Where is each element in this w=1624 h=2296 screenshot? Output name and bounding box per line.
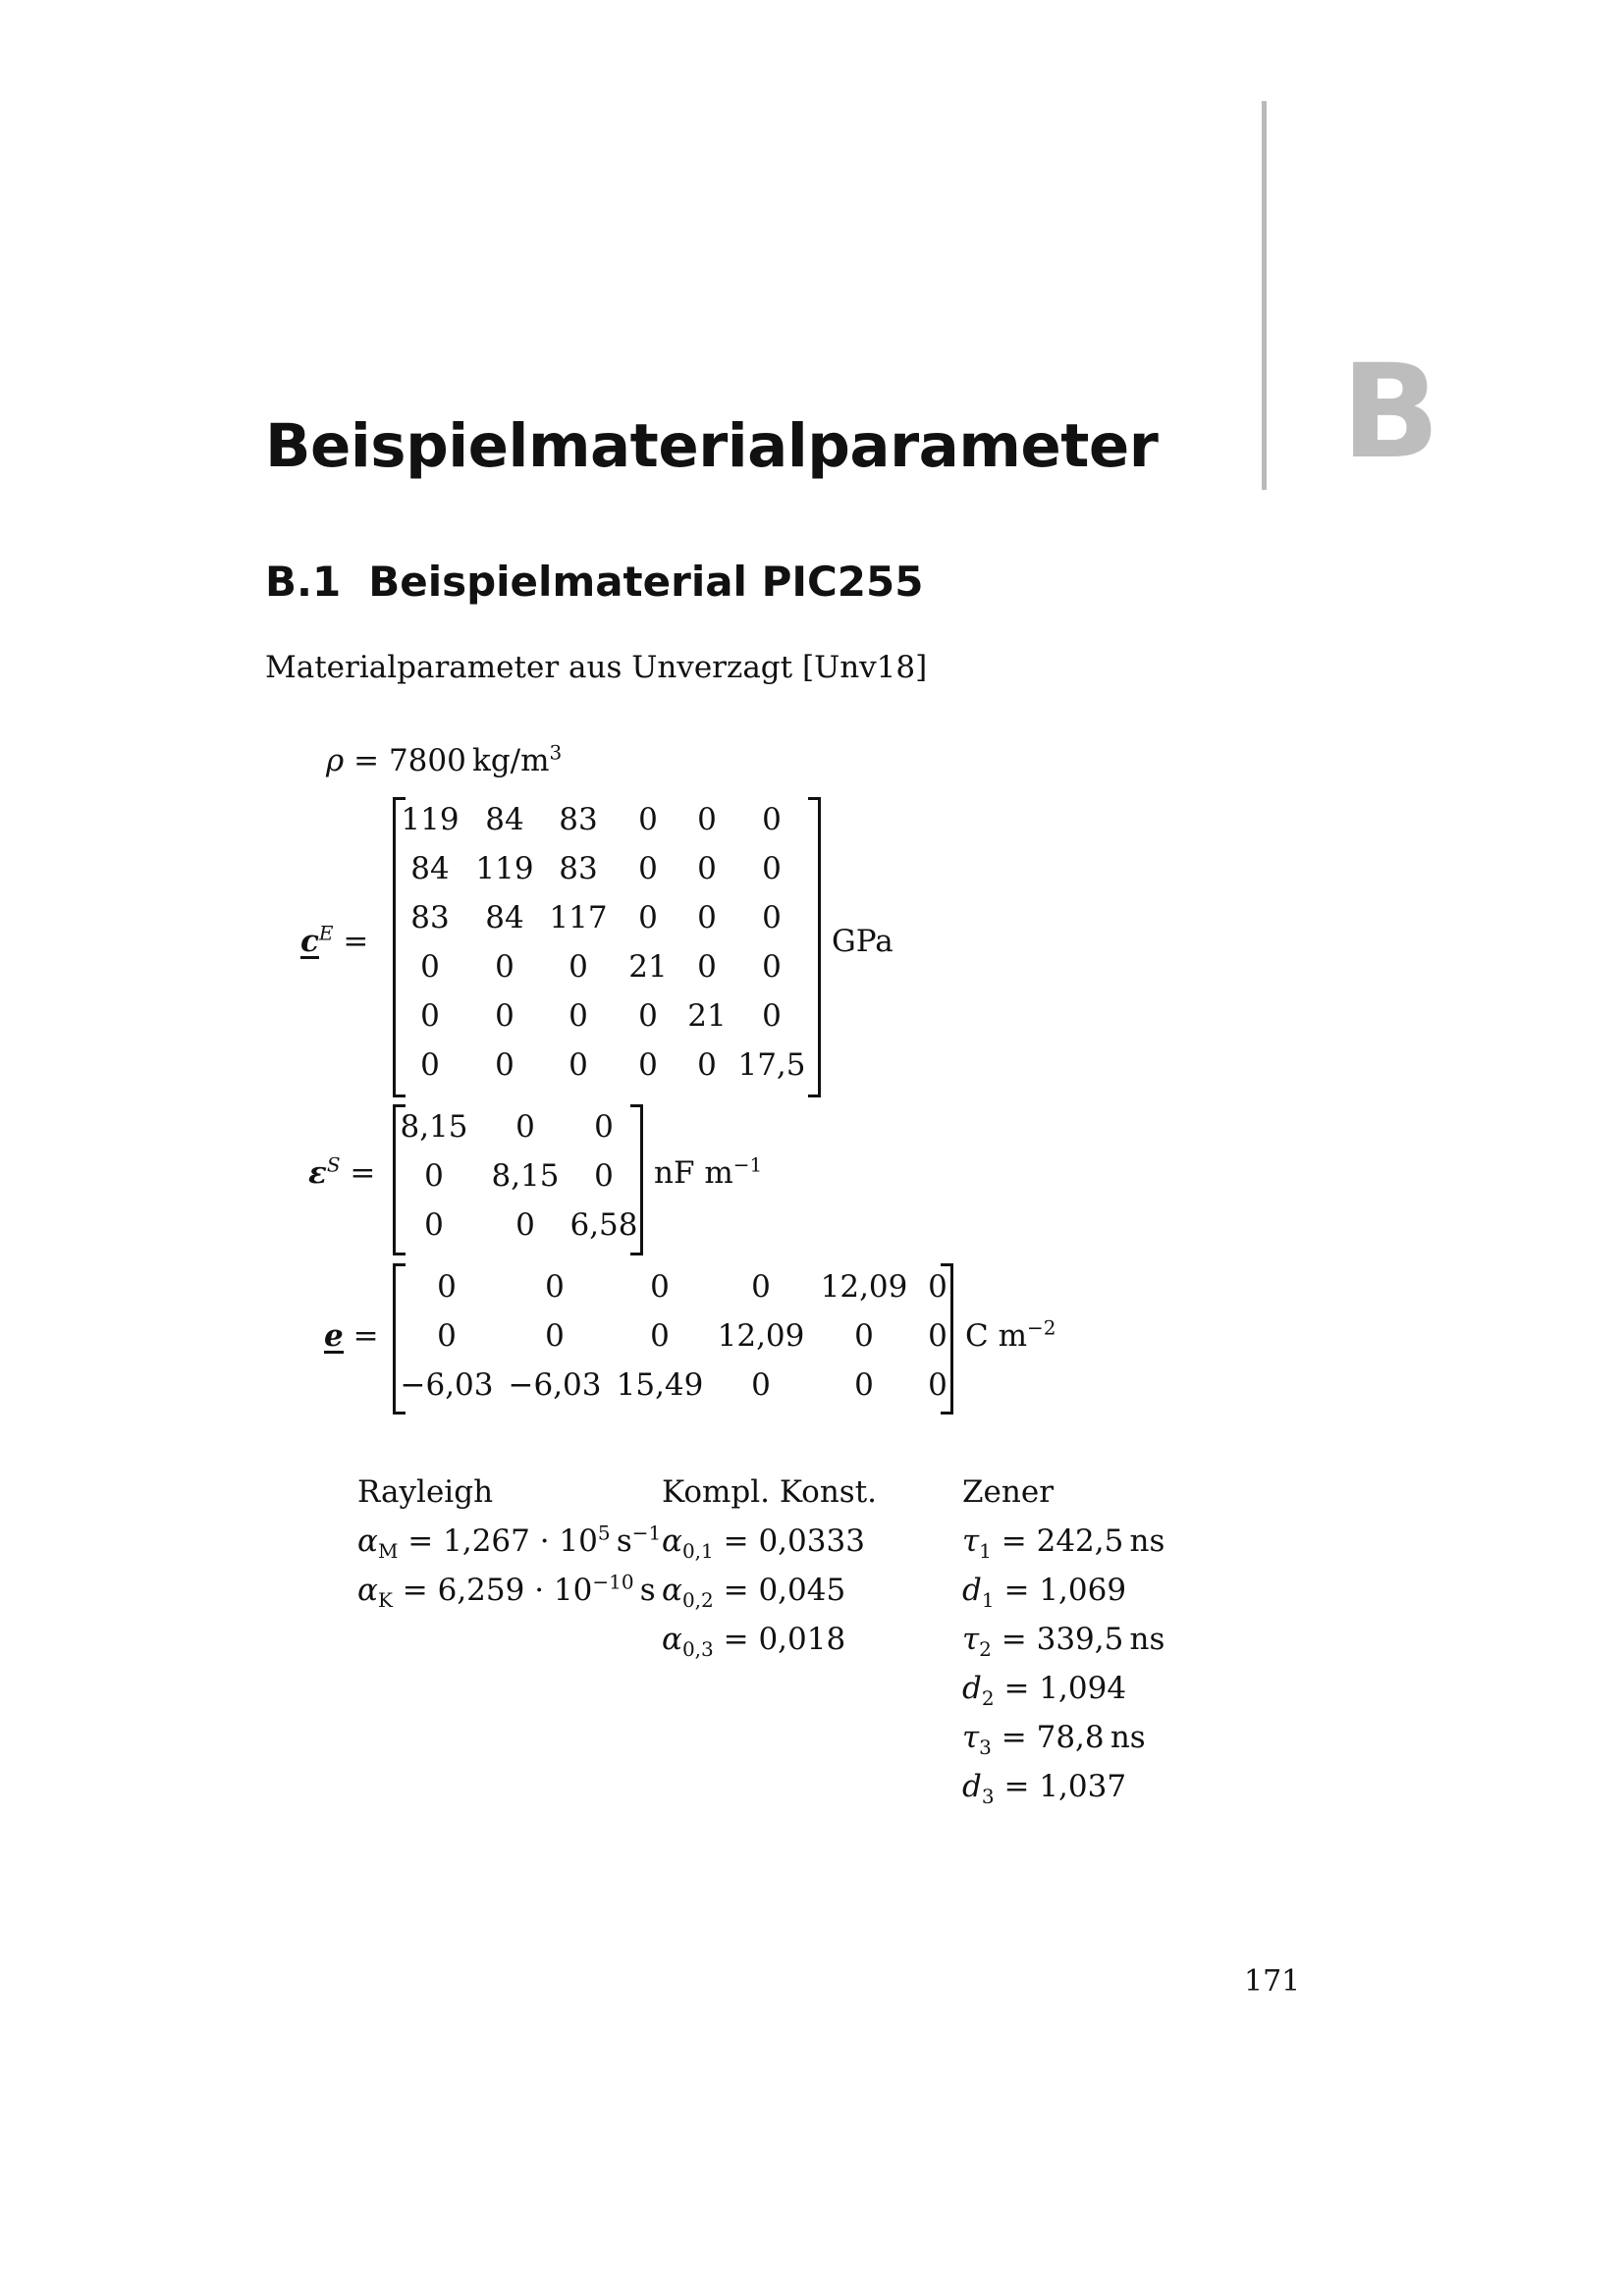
permittivity-cell: 0 — [594, 1109, 614, 1145]
zener-symbol: d — [962, 1573, 982, 1608]
chapter-letter: B — [1341, 337, 1440, 488]
stiffness-label — [300, 921, 369, 959]
piezo-cell: 0 — [928, 1318, 947, 1354]
piezo-cell: 0 — [437, 1318, 457, 1354]
alpha-k-unit: s — [639, 1573, 656, 1608]
permittivity-cell: 0 — [424, 1207, 444, 1243]
alpha-k-mantissa: 6,259 · 10 — [437, 1573, 593, 1608]
piezo-row — [404, 1269, 948, 1305]
piezo-cell: −6,03 — [400, 1367, 494, 1403]
complex-alpha-value: 0,045 — [758, 1573, 846, 1608]
piezo-label — [324, 1318, 379, 1354]
stiffness-cell: 0 — [638, 851, 658, 886]
alpha-m-unit: s — [616, 1523, 632, 1559]
stiffness-cell: 0 — [697, 851, 717, 886]
stiffness-superscript: E — [318, 921, 334, 945]
permittivity-cell: 0 — [424, 1158, 444, 1194]
stiffness-row — [404, 900, 816, 935]
zener-subscript: 1 — [979, 1539, 992, 1564]
zener-parameter-equation: $\tau_1 = 242,5$ ns — [962, 1523, 1165, 1564]
density-value: 7800 — [388, 743, 466, 778]
permittivity-matrix — [400, 1109, 639, 1250]
density-unit: kg/m — [472, 743, 550, 778]
density-symbol: ρ — [326, 743, 345, 778]
zener-symbol: τ — [962, 1523, 980, 1559]
zener-parameter-equation: $d_2 = 1,094$ — [962, 1671, 1127, 1711]
zener-column — [962, 1474, 1218, 1811]
stiffness-cell: 83 — [410, 900, 450, 935]
stiffness-cell: 0 — [420, 998, 440, 1034]
equals-sign: = — [353, 743, 380, 778]
rayleigh-column — [357, 1474, 662, 1613]
zener-value: 1,037 — [1039, 1769, 1127, 1804]
complex-alpha-equation: $\alpha_{0,3} = 0,018$ — [662, 1622, 846, 1662]
stiffness-cell: 0 — [638, 1047, 658, 1083]
stiffness-cell: 0 — [568, 1047, 588, 1083]
stiffness-cell: 0 — [697, 900, 717, 935]
zener-value: 339,5 — [1036, 1622, 1124, 1657]
piezo-row — [400, 1367, 948, 1403]
alpha-m-exponent: 5 — [597, 1521, 611, 1545]
stiffness-cell: 0 — [762, 900, 782, 935]
alpha-k-equation: $\alpha_K = 6,259 \cdot 10^{-10}$ s — [357, 1570, 656, 1613]
stiffness-cell: 0 — [638, 802, 658, 837]
permittivity-cell: 0 — [515, 1207, 535, 1243]
alpha-m-unit-exponent: −1 — [631, 1521, 662, 1545]
zener-unit: ns — [1129, 1523, 1165, 1559]
stiffness-row — [404, 851, 816, 886]
citation: [Unv18] — [801, 650, 928, 685]
complex-constant-column — [662, 1474, 917, 1662]
zener-subscript: 3 — [981, 1785, 995, 1809]
zener-subscript: 2 — [979, 1637, 992, 1662]
complex-alpha-subscript: 0,3 — [681, 1637, 714, 1662]
stiffness-cell: 119 — [475, 851, 534, 886]
stiffness-row — [404, 998, 816, 1034]
stiffness-cell: 84 — [410, 851, 450, 886]
piezo-cell: 0 — [545, 1318, 565, 1354]
stiffness-row — [404, 1047, 816, 1083]
permittivity-row — [400, 1109, 639, 1145]
stiffness-cell: 0 — [762, 851, 782, 886]
zener-symbol: τ — [962, 1720, 980, 1755]
piezo-cell: 0 — [650, 1318, 670, 1354]
stiffness-cell: 17,5 — [737, 1047, 806, 1083]
section-title: Beispielmaterial PIC255 — [368, 558, 924, 606]
piezo-cell: 0 — [650, 1269, 670, 1305]
stiffness-cell: 0 — [697, 802, 717, 837]
zener-subscript: 1 — [981, 1588, 995, 1613]
zener-value: 242,5 — [1036, 1523, 1124, 1559]
intro-paragraph — [265, 650, 928, 685]
permittivity-row — [404, 1158, 639, 1194]
rayleigh-heading: Rayleigh — [357, 1474, 494, 1510]
stiffness-cell: 21 — [687, 998, 727, 1034]
alpha-k-exponent: −10 — [592, 1570, 634, 1594]
permittivity-label — [308, 1152, 376, 1191]
zener-value: 1,094 — [1039, 1671, 1127, 1706]
permittivity-cell: 0 — [594, 1158, 614, 1194]
permittivity-row — [404, 1207, 639, 1243]
piezo-cell: −6,03 — [508, 1367, 602, 1403]
piezo-unit-text: C m — [965, 1318, 1027, 1354]
complex-alpha-equation: $\alpha_{0,2} = 0,045$ — [662, 1573, 846, 1613]
stiffness-cell: 0 — [568, 949, 588, 985]
complex-heading: Kompl. Konst. — [662, 1474, 878, 1510]
equals-sign: = — [352, 1318, 379, 1354]
stiffness-cell: 0 — [762, 998, 782, 1034]
piezo-symbol: e — [324, 1318, 344, 1354]
chapter-divider-rule — [1262, 101, 1267, 490]
complex-alpha-value: 0,0333 — [758, 1523, 865, 1559]
permittivity-cell: 8,15 — [400, 1109, 468, 1145]
alpha-k-subscript: K — [377, 1588, 393, 1613]
permittivity-unit-text: nF m — [654, 1155, 733, 1191]
zener-unit: ns — [1110, 1720, 1146, 1755]
zener-subscript: 2 — [981, 1686, 995, 1711]
piezo-row — [404, 1318, 948, 1354]
stiffness-cell: 0 — [420, 949, 440, 985]
stiffness-row — [401, 802, 816, 837]
alpha-m-subscript: M — [377, 1539, 399, 1564]
zener-parameter-equation: $d_3 = 1,037$ — [962, 1769, 1127, 1809]
piezo-cell: 15,49 — [616, 1367, 704, 1403]
section-heading — [265, 558, 924, 606]
stiffness-cell: 84 — [485, 900, 524, 935]
stiffness-cell: 0 — [697, 1047, 717, 1083]
piezo-cell: 0 — [854, 1367, 874, 1403]
zener-value: 78,8 — [1036, 1720, 1105, 1755]
equals-sign: = — [343, 924, 369, 959]
piezo-unit-exponent: −2 — [1026, 1315, 1056, 1340]
zener-parameter-equation: $\tau_2 = 339,5$ ns — [962, 1622, 1165, 1662]
zener-subscript: 3 — [979, 1735, 992, 1760]
zener-symbol: d — [962, 1769, 982, 1804]
piezo-cell: 12,09 — [820, 1269, 908, 1305]
stiffness-cell: 0 — [495, 998, 514, 1034]
density-equation — [326, 740, 563, 778]
permittivity-unit-exponent: −1 — [732, 1152, 763, 1177]
stiffness-cell: 83 — [559, 802, 598, 837]
equals-sign: = — [350, 1155, 376, 1191]
stiffness-cell: 21 — [628, 949, 668, 985]
piezo-matrix — [400, 1269, 948, 1410]
stiffness-row — [404, 949, 816, 985]
permittivity-superscript: S — [326, 1152, 341, 1177]
zener-symbol: d — [962, 1671, 982, 1706]
permittivity-unit — [654, 1152, 763, 1191]
zener-parameter-equation: $\tau_3 = 78,8$ ns — [962, 1720, 1146, 1760]
stiffness-cell: 0 — [638, 900, 658, 935]
piezo-cell: 0 — [751, 1367, 771, 1403]
piezo-cell: 0 — [751, 1269, 771, 1305]
stiffness-cell: 83 — [559, 851, 598, 886]
stiffness-cell: 0 — [697, 949, 717, 985]
stiffness-cell: 0 — [762, 802, 782, 837]
page-number: 171 — [1244, 1964, 1301, 1999]
permittivity-cell: 8,15 — [491, 1158, 560, 1194]
stiffness-cell: 119 — [401, 802, 460, 837]
stiffness-cell: 84 — [485, 802, 524, 837]
piezo-cell: 0 — [928, 1367, 947, 1403]
permittivity-cell: 6,58 — [569, 1207, 638, 1243]
chapter-title: Beispielmaterialparameter — [265, 411, 1159, 481]
section-number: B.1 — [265, 558, 342, 606]
piezo-cell: 0 — [545, 1269, 565, 1305]
zener-heading: Zener — [962, 1474, 1055, 1510]
stiffness-cell: 0 — [420, 1047, 440, 1083]
intro-text: Materialparameter aus Unverzagt — [265, 650, 793, 685]
piezo-cell: 0 — [854, 1318, 874, 1354]
zener-symbol: τ — [962, 1622, 980, 1657]
stiffness-cell: 0 — [638, 998, 658, 1034]
stiffness-symbol: c — [300, 924, 319, 959]
zener-parameter-equation: $d_1 = 1,069$ — [962, 1573, 1127, 1613]
stiffness-cell: 0 — [762, 949, 782, 985]
permittivity-cell: 0 — [515, 1109, 535, 1145]
piezo-cell: 0 — [437, 1269, 457, 1305]
stiffness-matrix — [401, 802, 816, 1090]
stiffness-cell: 117 — [549, 900, 608, 935]
alpha-m-equation: $\alpha_M = 1,267 \cdot 10^5$ $s^{-1}$ — [357, 1521, 662, 1564]
piezo-cell: 0 — [928, 1269, 947, 1305]
stiffness-cell: 0 — [495, 949, 514, 985]
permittivity-symbol: ε — [308, 1155, 327, 1191]
zener-value: 1,069 — [1039, 1573, 1127, 1608]
density-unit-exponent: 3 — [549, 740, 563, 765]
zener-unit: ns — [1129, 1622, 1165, 1657]
complex-alpha-value: 0,018 — [758, 1622, 846, 1657]
stiffness-unit: GPa — [832, 924, 893, 959]
complex-alpha-equation: $\alpha_{0,1} = 0,0333$ — [662, 1523, 865, 1564]
complex-alpha-subscript: 0,2 — [681, 1588, 714, 1613]
stiffness-cell: 0 — [495, 1047, 514, 1083]
complex-alpha-subscript: 0,1 — [681, 1539, 714, 1564]
piezo-cell: 12,09 — [717, 1318, 805, 1354]
stiffness-cell: 0 — [568, 998, 588, 1034]
piezo-unit — [965, 1315, 1056, 1354]
alpha-m-mantissa: 1,267 · 10 — [443, 1523, 598, 1559]
